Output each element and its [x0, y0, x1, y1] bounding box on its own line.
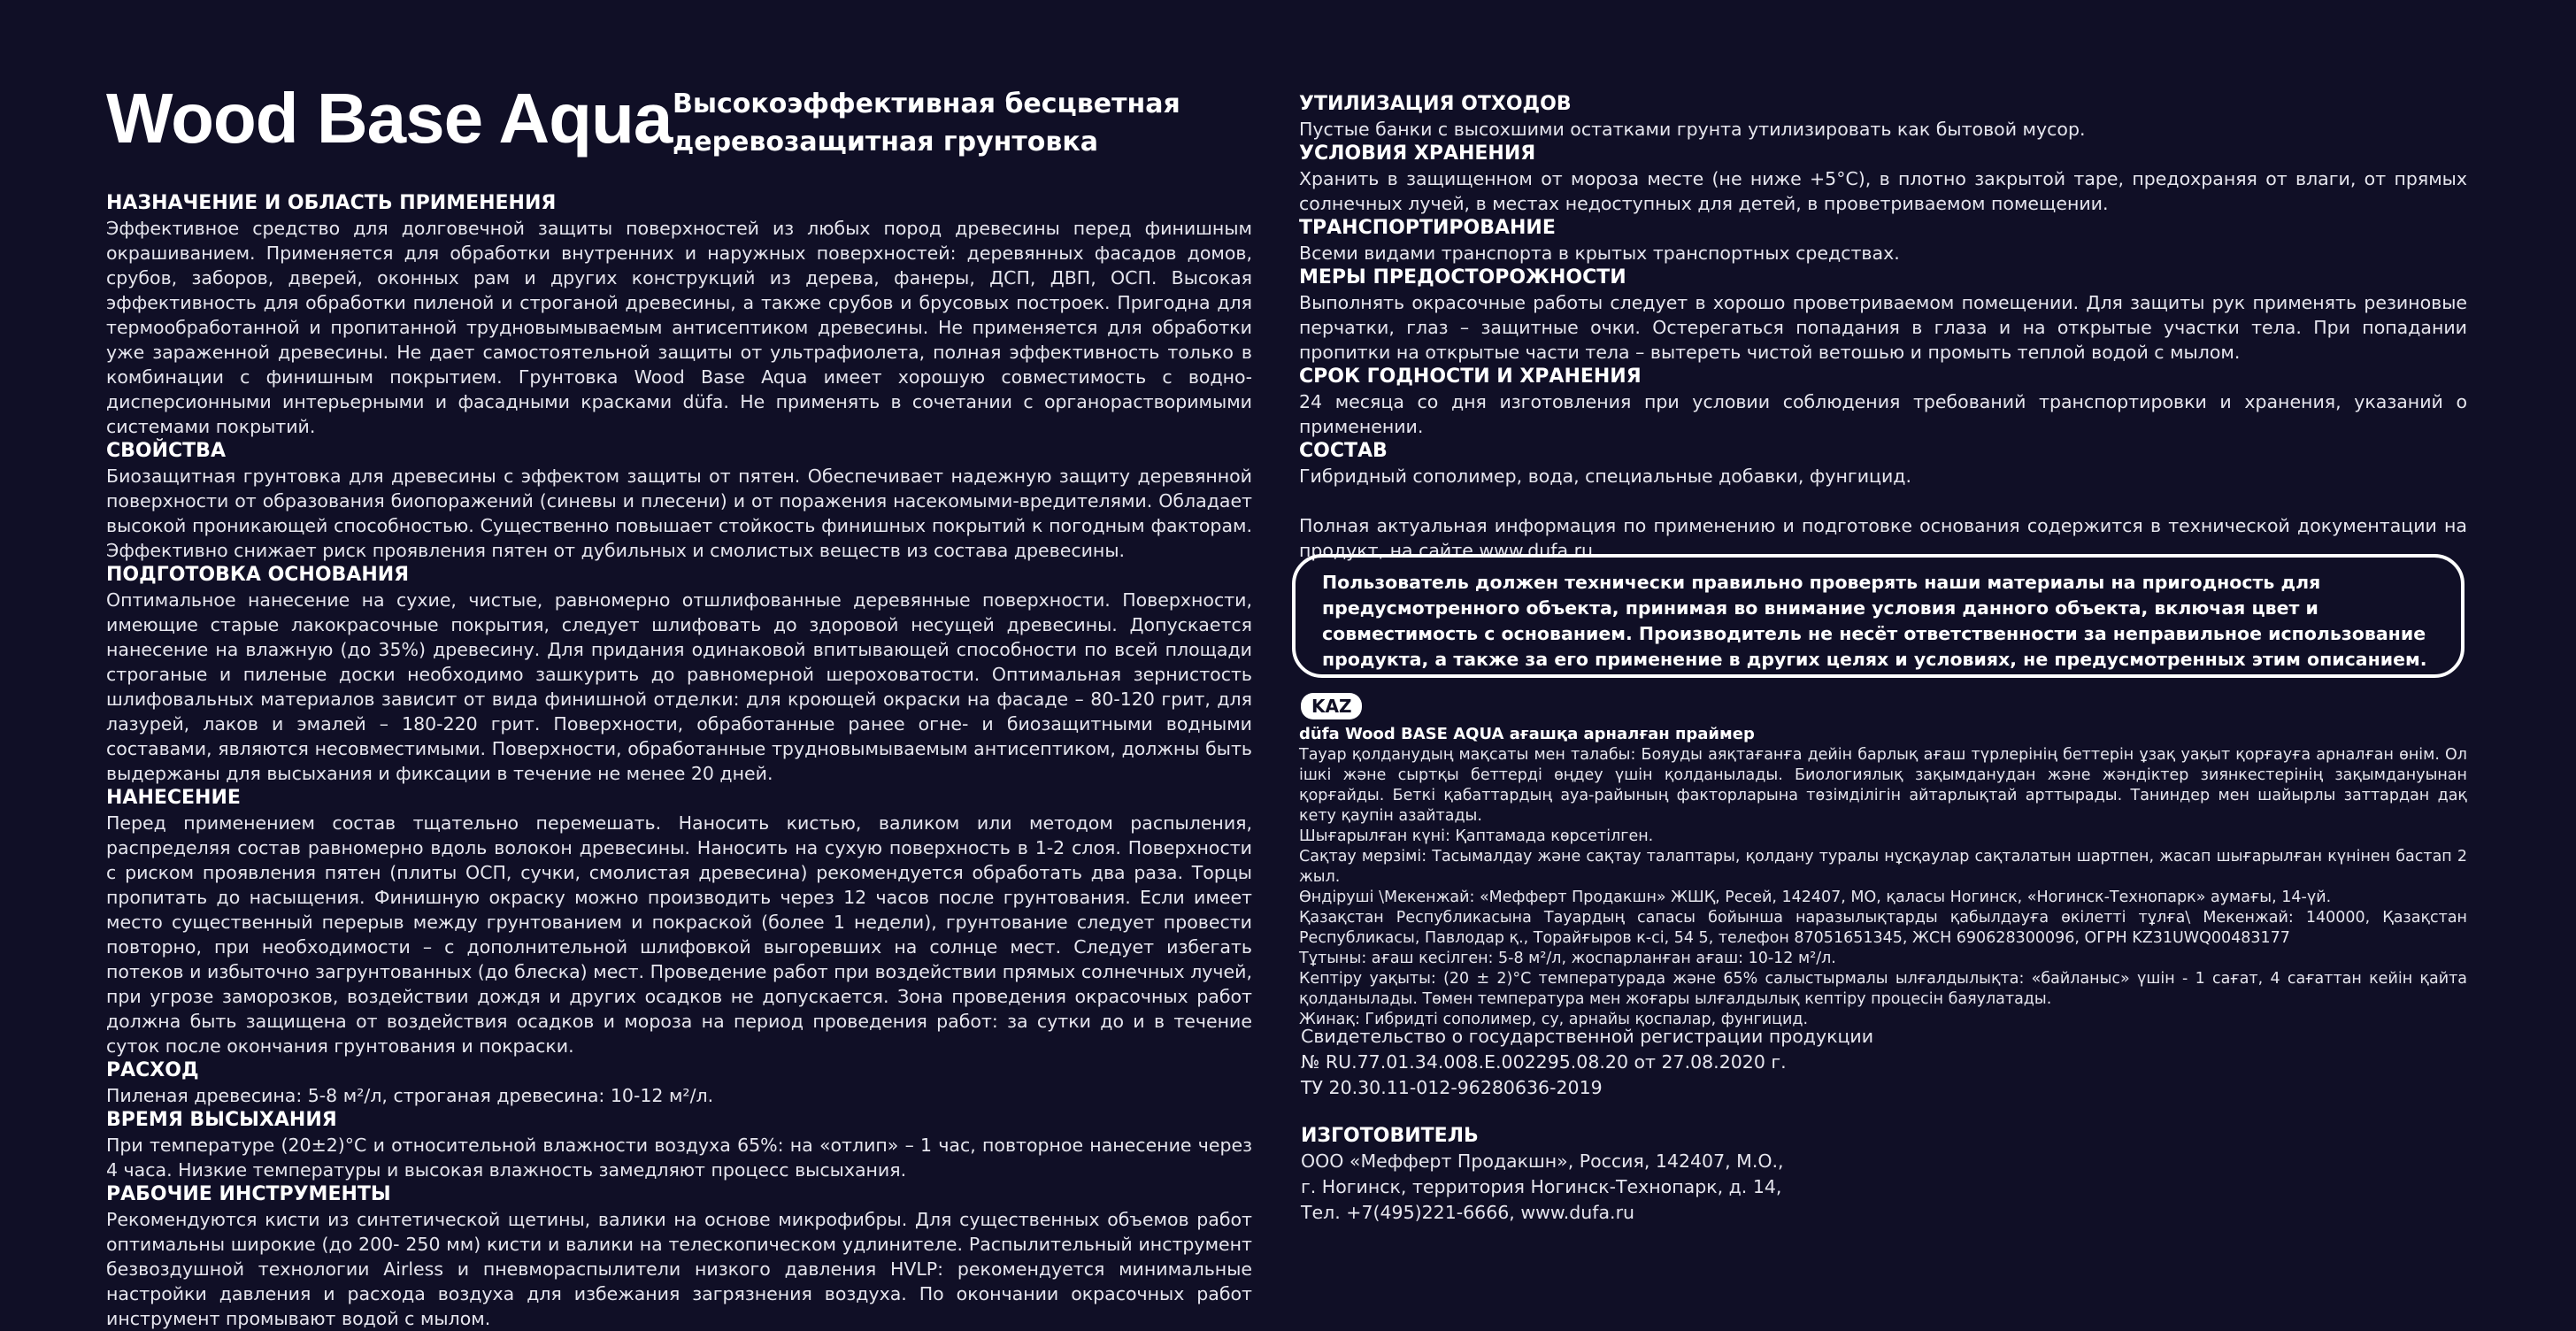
- section-precautions: [1299, 265, 2467, 365]
- section-disposal: [1299, 92, 2467, 142]
- section-text: Оптимальное нанесение на сухие, чистые, равномерно отшлифованные деревянные поверхности. Поверхности, имеющие старые лакокрасочные покрытия, следует шлифовать до здоровой несущей древесины. Допускается нанесение на влажную (до 35%) древесину. Для придания одинаковой впитывающей способности по всей площади строганые и пиленые доски необходимо зашкурить до равномерной шероховатости. Оптимальная зернистость шлифовальных материалов зависит от вида финишной отделки: для кроющей окраски на фасаде – 80-120 грит, для лазурей, лаков и эмалей – 180-220 грит. Поверхности, обработанные ранее огне- и биозащитными водными составами, являются несовместимыми. Поверхности, обработанные трудновымываемым антисептиком, должны быть выдержаны для высыхания и фиксации в течение не менее 20 дней.: [106, 589, 1252, 784]
- section-application: [106, 786, 1252, 1058]
- section-heading: РАСХОД: [106, 1059, 199, 1081]
- subtitle-line-2: деревозащитная грунтовка: [673, 127, 1098, 158]
- section-heading: СВОЙСТВА: [106, 440, 226, 462]
- product-title: Wood Base Aqua: [106, 79, 673, 158]
- kaz-line: Сақтау мерзімі: Тасымалдау және сақтау талаптары, қолдану туралы нұсқаулар сақталатын шартпен, жасап шығарылған күнінен бастап 2 жыл.: [1299, 848, 2467, 886]
- section-text: Биозащитная грунтовка для древесины с эффектом защиты от пятен. Обеспечивает надежную защиту деревянной поверхности от образования биопоражений (синевы и плесени) и от поражения насекомыми-вредителями. Обладает высокой проникающей способностью. Существенно повышает стойкость финишных покрытий к погодным факторам. Эффективно снижает риск проявления пятен от дубильных и смолистых веществ из состава древесины.: [106, 465, 1252, 561]
- section-text: Эффективное средство для долговечной защиты поверхностей из любых пород древесины перед финишным окрашиванием. Применяется для обработки внутренних и наружных поверхностей: деревянных фасадов домов, срубов, заборов, дверей, оконных рам и других конструкций из дерева, фанеры, ДСП, ДВП, ОСП. Высокая эффективность для обработки пиленой и строганой древесины, а также срубов и брусовых построек. Пригодна для термообработанной и пропитанной трудновымываемым антисептиком древесины. Не применяется для обработки уже зараженной древесины. Не дает самостоятельной защиты от ультрафиолета, полная эффективность только в комбинации с финишным покрытием. Грунтовка Wood Base Aqua имеет хорошую совместимость с водно-дисперсионными интерьерными и фасадными красками düfa. Не применять в сочетании с органорастворимыми системами покрытий.: [106, 218, 1252, 437]
- manufacturer-line: ООО «Мефферт Продакшн», Россия, 142407, М.О.,: [1301, 1150, 1784, 1172]
- section-heading: РАБОЧИЕ ИНСТРУМЕНТЫ: [106, 1183, 391, 1205]
- section-text: Хранить в защищенном от мороза месте (не ниже +5°С), в плотно закрытой таре, предохраняя от влаги, от прямых солнечных лучей, в местах недоступных для детей, в проветриваемом помещении.: [1299, 168, 2467, 214]
- info-note: Полная актуальная информация по применению и подготовке основания содержится в технической документации на продукт, на сайте www.dufa.ru: [1299, 515, 2467, 561]
- section-text: Всеми видами транспорта в крытых транспортных средствах.: [1299, 242, 1900, 264]
- section-text: Пустые банки с высохшими остатками грунта утилизировать как бытовой мусор.: [1299, 119, 2086, 140]
- section-heading: УСЛОВИЯ ХРАНЕНИЯ: [1299, 142, 1536, 165]
- certificate-line: Свидетельство о государственной регистрации продукции: [1301, 1026, 1874, 1047]
- section-consumption: [106, 1058, 1252, 1108]
- section-heading: ВРЕМЯ ВЫСЫХАНИЯ: [106, 1109, 337, 1131]
- section-text: Пиленая древесина: 5-8 м²/л, строганая древесина: 10-12 м²/л.: [106, 1085, 714, 1106]
- manufacturer-contacts: Тел. +7(495)221-6666, www.dufa.ru: [1301, 1202, 1634, 1223]
- section-heading: МЕРЫ ПРЕДОСТОРОЖНОСТИ: [1299, 266, 1626, 289]
- certificate-number: № RU.77.01.34.008.Е.002295.08.20 от 27.08.2020 г.: [1301, 1051, 1787, 1073]
- section-heading: ПОДГОТОВКА ОСНОВАНИЯ: [106, 564, 410, 586]
- disclaimer-box: Пользователь должен технически правильно проверять наши материалы на пригодность для предусмотренного объекта, принимая во внимание условия данного объекта, включая цвет и совместимость с основанием. Производитель не несёт ответственности за неправильное использование продукта, а также за его применение в других целях и условиях, не предусмотренных этим описанием.: [1292, 554, 2465, 678]
- section-text: Рекомендуются кисти из синтетической щетины, валики на основе микрофибры. Для существенных объемов работ оптимальны широкие (до 200- 250 мм) кисти и валики на телескопическом удлинителе. Распылительный инструмент безвоздушной технологии Airless и пневмораспылители низкого давления HVLP: рекомендуется минимальные настройки давления и расхода воздуха для избежания загрязнения воздуха. По окончании окрасочных работ инструмент промывают водой с мылом.: [106, 1209, 1252, 1329]
- section-drying-time: [106, 1108, 1252, 1182]
- section-heading: УТИЛИЗАЦИЯ ОТХОДОВ: [1299, 93, 1572, 115]
- section-heading: НАЗНАЧЕНИЕ И ОБЛАСТЬ ПРИМЕНЕНИЯ: [106, 192, 557, 214]
- kaz-title: düfa Wood BASE AQUA ағашқа арналған праймер: [1299, 725, 1755, 743]
- kaz-line: Кептіру уақыты: (20 ± 2)°С температурада және 65% салыстырмалы ылғалдылықта: «байланыс» үшін - 1 сағат, 4 сағаттан кейін қайта қолданылады. Төмен температура мен жоғары ылғалдылық кептіру процесін баяулатады.: [1299, 970, 2467, 1008]
- section-text: Гибридный сополимер, вода, специальные добавки, фунгицид.: [1299, 465, 1911, 487]
- technical-spec: ТУ 20.30.11-012-96280636-2019: [1301, 1077, 1603, 1098]
- section-preparation: [106, 563, 1252, 786]
- section-properties: [106, 439, 1252, 563]
- manufacturer-line: г. Ногинск, территория Ногинск-Технопарк, д. 14,: [1301, 1176, 1782, 1197]
- product-subtitle: [673, 85, 1180, 161]
- section-heading: СОСТАВ: [1299, 440, 1388, 462]
- section-text: 24 месяца со дня изготовления при условии соблюдения требований транспортировки и хранения, указаний о применении.: [1299, 391, 2467, 437]
- section-text: При температуре (20±2)°С и относительной влажности воздуха 65%: на «отлип» – 1 час, повторное нанесение через 4 часа. Низкие температуры и высокая влажность замедляют процесс высыхания.: [106, 1135, 1252, 1181]
- section-shelf-life: [1299, 365, 2467, 439]
- section-transport: [1299, 216, 2467, 265]
- kaz-line: Тауар қолданудың мақсаты мен талабы: Бояуды аяқтағанға дейін барлық ағаш түрлерінің беттерін ұзақ уақыт қорғауға арналған өнім. Ол ішкі және сыртқы беттерді өңдеу үшін қолданылады. Биологиялық зақымданудан және жәндіктер зиянкестерінің зақымдануынан қорғайды. Беткі қабаттардың ауа-райының факторларына төзімділігін айтарлықтай арттырады. Таниндер мен шайырлы заттардан дақ кету қаупін азайтады.: [1299, 746, 2467, 825]
- section-purpose: [106, 191, 1252, 439]
- section-composition: [1299, 439, 2467, 489]
- subtitle-line-1: Высокоэффективная бесцветная: [673, 88, 1180, 119]
- section-heading: ТРАНСПОРТИРОВАНИЕ: [1299, 217, 1556, 239]
- kaz-section: [1299, 724, 2467, 1030]
- manufacturer-heading: ИЗГОТОВИТЕЛЬ: [1301, 1125, 1479, 1147]
- section-heading: НАНЕСЕНИЕ: [106, 787, 241, 809]
- kaz-line: Өндіруші \Мекенжай: «Мефферт Продакшн» ЖШҚ, Ресей, 142407, МО, қаласы Ногинск, «Ногинск-Технопарк» аумағы, 14-үй.: [1299, 889, 2332, 906]
- kaz-line: Тұтыны: ағаш кесілген: 5-8 м²/л, жоспарланған ағаш: 10-12 м²/л.: [1299, 950, 1836, 967]
- section-text: Перед применением состав тщательно перемешать. Наносить кистью, валиком или методом распыления, распределяя состав равномерно вдоль волокон древесины. Наносить на сухую поверхность в 1-2 слоя. Поверхности с риском проявления пятен (плиты ОСП, сучки, смолистая древесина) рекомендуется обработать два раза. Торцы пропитать до насыщения. Финишную окраску можно производить через 12 часов после грунтования. Если имеет место существенный перерыв между грунтованием и покраской (более 1 недели), грунтование следует провести повторно, при необходимости – с дополнительной шлифовкой выгоревших на солнце мест. Следует избегать потеков и избыточно загрунтованных (до блеска) мест. Проведение работ при воздействии прямых солнечных лучей, при угрозе заморозков, воздействии дождя и других осадков не допускается. Зона проведения окрасочных работ должна быть защищена от воздействия осадков и мороза на период проведения работ: за сутки до и в течение суток после окончания грунтования и покраски.: [106, 812, 1252, 1057]
- kaz-line: Қазақстан Республикасына Тауардың сапасы бойынша наразылықтарды қабылдауға өкілетті тұлға\ Мекенжай: 140000, Қазақстан Республикасы, Павлодар қ., Торайғыров к-сі, 54 5, телефон 87051651345, ЖСН 690628300096, ОГРН KZ31UWQ00483177: [1299, 909, 2467, 947]
- section-storage: [1299, 142, 2467, 216]
- section-heading: СРОК ГОДНОСТИ И ХРАНЕНИЯ: [1299, 365, 1642, 388]
- kaz-language-badge: KAZ: [1301, 693, 1362, 719]
- kaz-line: Жинақ: Гибридті сополимер, су, арнайы қоспалар, фунгицид.: [1299, 1011, 1809, 1028]
- section-tools: [106, 1182, 1252, 1331]
- kaz-line: Шығарылған күні: Қаптамада көрсетілген.: [1299, 827, 1654, 845]
- certificate-block: [1301, 1024, 2186, 1226]
- section-text: Выполнять окрасочные работы следует в хорошо проветриваемом помещении. Для защиты рук применять резиновые перчатки, глаз – защитные очки. Остерегаться попадания в глаза и на открытые участки тела. При попадании пропитки на открытые части тела – вытереть чистой ветошью и промыть теплой водой с мылом.: [1299, 292, 2467, 363]
